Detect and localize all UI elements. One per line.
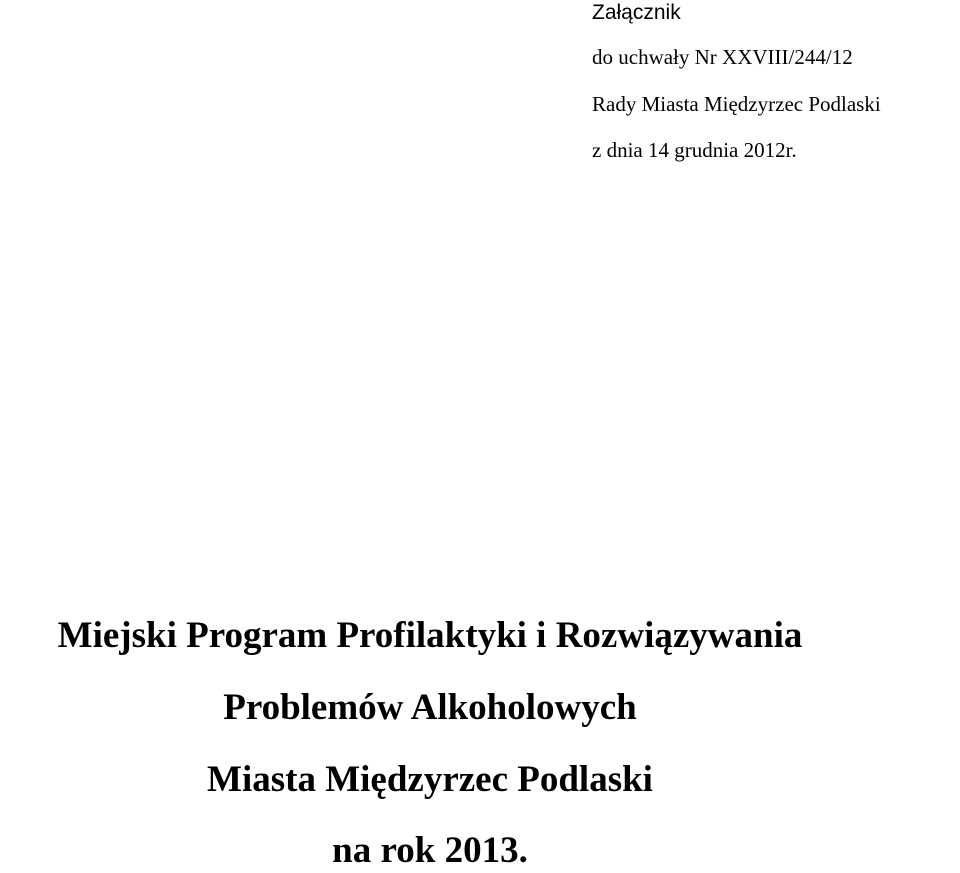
title-line-1: Miejski Program Profilaktyki i Rozwiązywania — [57, 615, 803, 656]
title-line-3: Miasta Międzyrzec Podlaski — [207, 759, 653, 800]
title-line-4: na rok 2013. — [332, 830, 528, 871]
annex-council: Rady Miasta Międzyrzec Podlaski — [592, 92, 881, 116]
annex-date: z dnia 14 grudnia 2012r. — [592, 138, 797, 162]
title-line-2: Problemów Alkoholowych — [223, 687, 637, 728]
annex-resolution: do uchwały Nr XXVIII/244/12 — [592, 45, 853, 69]
annex-label: Załącznik — [592, 1, 681, 24]
